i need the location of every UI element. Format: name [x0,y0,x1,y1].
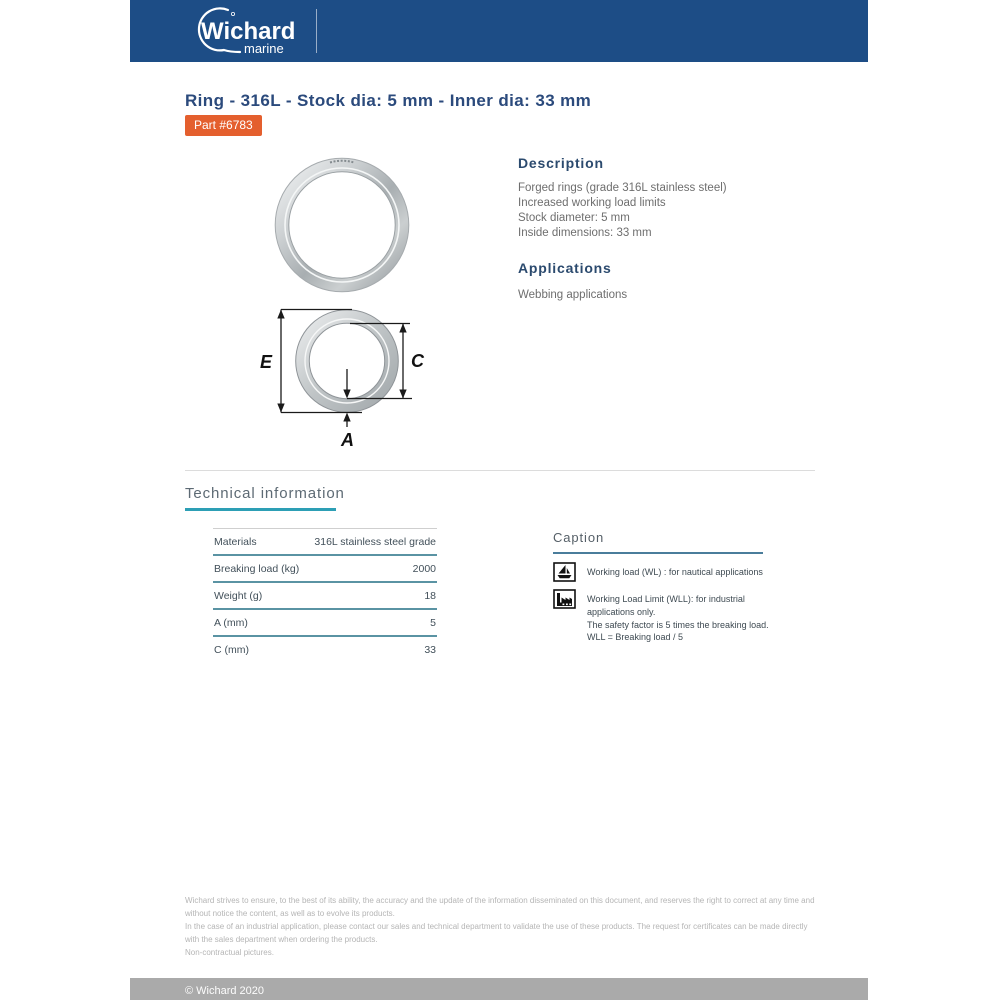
table-row [213,556,437,583]
row-label: Breaking load (kg) [214,563,300,575]
caption-item-nautical [553,562,797,583]
dimension-diagram [252,303,442,458]
disclaimer-paragraph: Wichard strives to ensure, to the best of its ability, the accuracy and the update of the information disseminated on this document, and reserves the right to correct at any time and without notice the content, as well as to evolve its products. [185,896,815,918]
table-row [213,637,437,662]
applications-heading: Applications [518,260,612,276]
spec-table [213,528,437,662]
description-heading: Description [518,155,604,171]
wichard-logo [188,5,358,57]
section-divider [185,470,815,471]
caption-text: Working load (WL) : for nautical applications [587,567,763,577]
row-value: 33 [424,644,436,656]
caption-text [587,589,797,644]
factory-icon [553,589,576,610]
description-line: Stock diameter: 5 mm [518,212,630,224]
header-bar [130,0,868,62]
sailboat-icon [553,562,576,583]
row-value: 18 [424,590,436,602]
description-line: Inside dimensions: 33 mm [518,227,652,239]
row-value: 5 [430,617,436,629]
caption-heading-underline [553,552,763,554]
logo-subtitle: marine [244,41,284,56]
disclaimer-paragraph: Non-contractual pictures. [185,948,274,957]
row-label: A (mm) [214,617,248,629]
technical-heading: Technical information [185,485,345,502]
copyright-text: © Wichard 2020 [185,985,265,997]
copyright-bar [130,978,868,1000]
dim-label-E: E [260,352,273,372]
row-value: 2000 [412,563,436,575]
part-number-badge: Part #6783 [185,115,262,136]
footer-disclaimers [185,895,817,961]
dim-label-A: A [341,430,354,450]
row-value: 316L stainless steel grade [314,536,436,548]
caption-heading: Caption [553,530,605,545]
logo-title: Wichard [201,18,296,45]
dim-label-C: C [411,351,424,371]
row-label: Weight (g) [214,590,263,602]
technical-heading-underline [185,508,336,511]
table-row [213,583,437,610]
caption-line: WLL = Breaking load / 5 [587,632,683,643]
header-divider [316,9,317,53]
row-label: C (mm) [214,644,249,656]
applications-text: Webbing applications [518,289,628,301]
description-line: Increased working load limits [518,197,666,209]
caption-item-industrial [553,589,797,644]
table-row [213,528,437,556]
product-photo [272,151,412,299]
disclaimer-paragraph: In the case of an industrial application, please contact our sales and technical department to validate the use of these products. The request for certificates can be made directly with the sales department when ordering the products. [185,922,808,944]
caption-line: The safety factor is 5 times the breaking load. [587,619,769,630]
row-label: Materials [214,536,257,548]
caption-line: Working Load Limit (WLL): for industrial [587,594,745,604]
page-title: Ring - 316L - Stock dia: 5 mm - Inner dia: 33 mm [185,91,592,110]
description-line: Forged rings (grade 316L stainless steel) [518,182,727,194]
caption-line: applications only. [587,606,656,617]
description-text [518,181,727,241]
table-row [213,610,437,637]
